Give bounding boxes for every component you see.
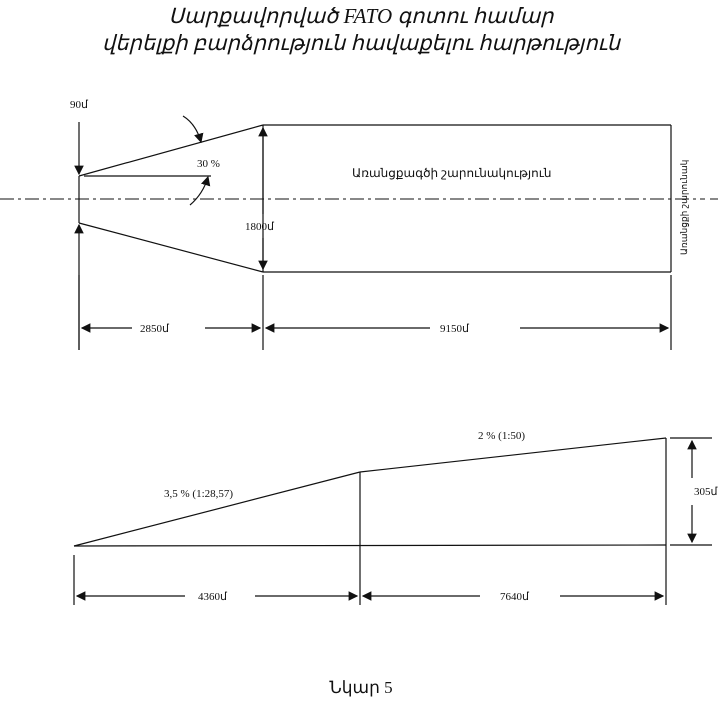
divergence-leader-top [183, 116, 201, 142]
profile-baseline [74, 545, 666, 546]
profile-length-2-label: 7640մ [500, 591, 529, 603]
plan-length-1-label: 2850մ [140, 323, 169, 335]
surface-name-label: Առանցքագծի շարունակություն [352, 166, 552, 180]
plan-view [0, 116, 718, 350]
edge-label: Առանցքի շարունակ [679, 159, 689, 255]
slope-2-label: 2 % (1:50) [478, 430, 526, 442]
figure-caption: Նկար 5 [329, 678, 393, 697]
divergence-leader-bottom [190, 177, 208, 205]
plan-length-2-label: 9150մ [440, 323, 469, 335]
title-line-2: վերելքի բարձրություն հավաքելու հարթություն [101, 31, 621, 55]
divergence-label: 30 % [197, 158, 220, 170]
title-line-1: Սարքավորված FATO գոտու համար [168, 4, 554, 28]
profile-slope-1 [74, 472, 360, 546]
plan-outline-top-diverging [79, 125, 263, 176]
profile-length-1-label: 4360մ [198, 591, 227, 603]
profile-view [74, 438, 712, 605]
width-end-label: 1800մ [245, 221, 274, 233]
profile-slope-2 [360, 438, 666, 472]
plan-outline-bottom-diverging [79, 223, 263, 272]
height-label: 305մ [694, 486, 718, 498]
slope-1-label: 3,5 % (1:28,57) [164, 488, 234, 500]
width-start-label: 90մ [70, 99, 88, 111]
